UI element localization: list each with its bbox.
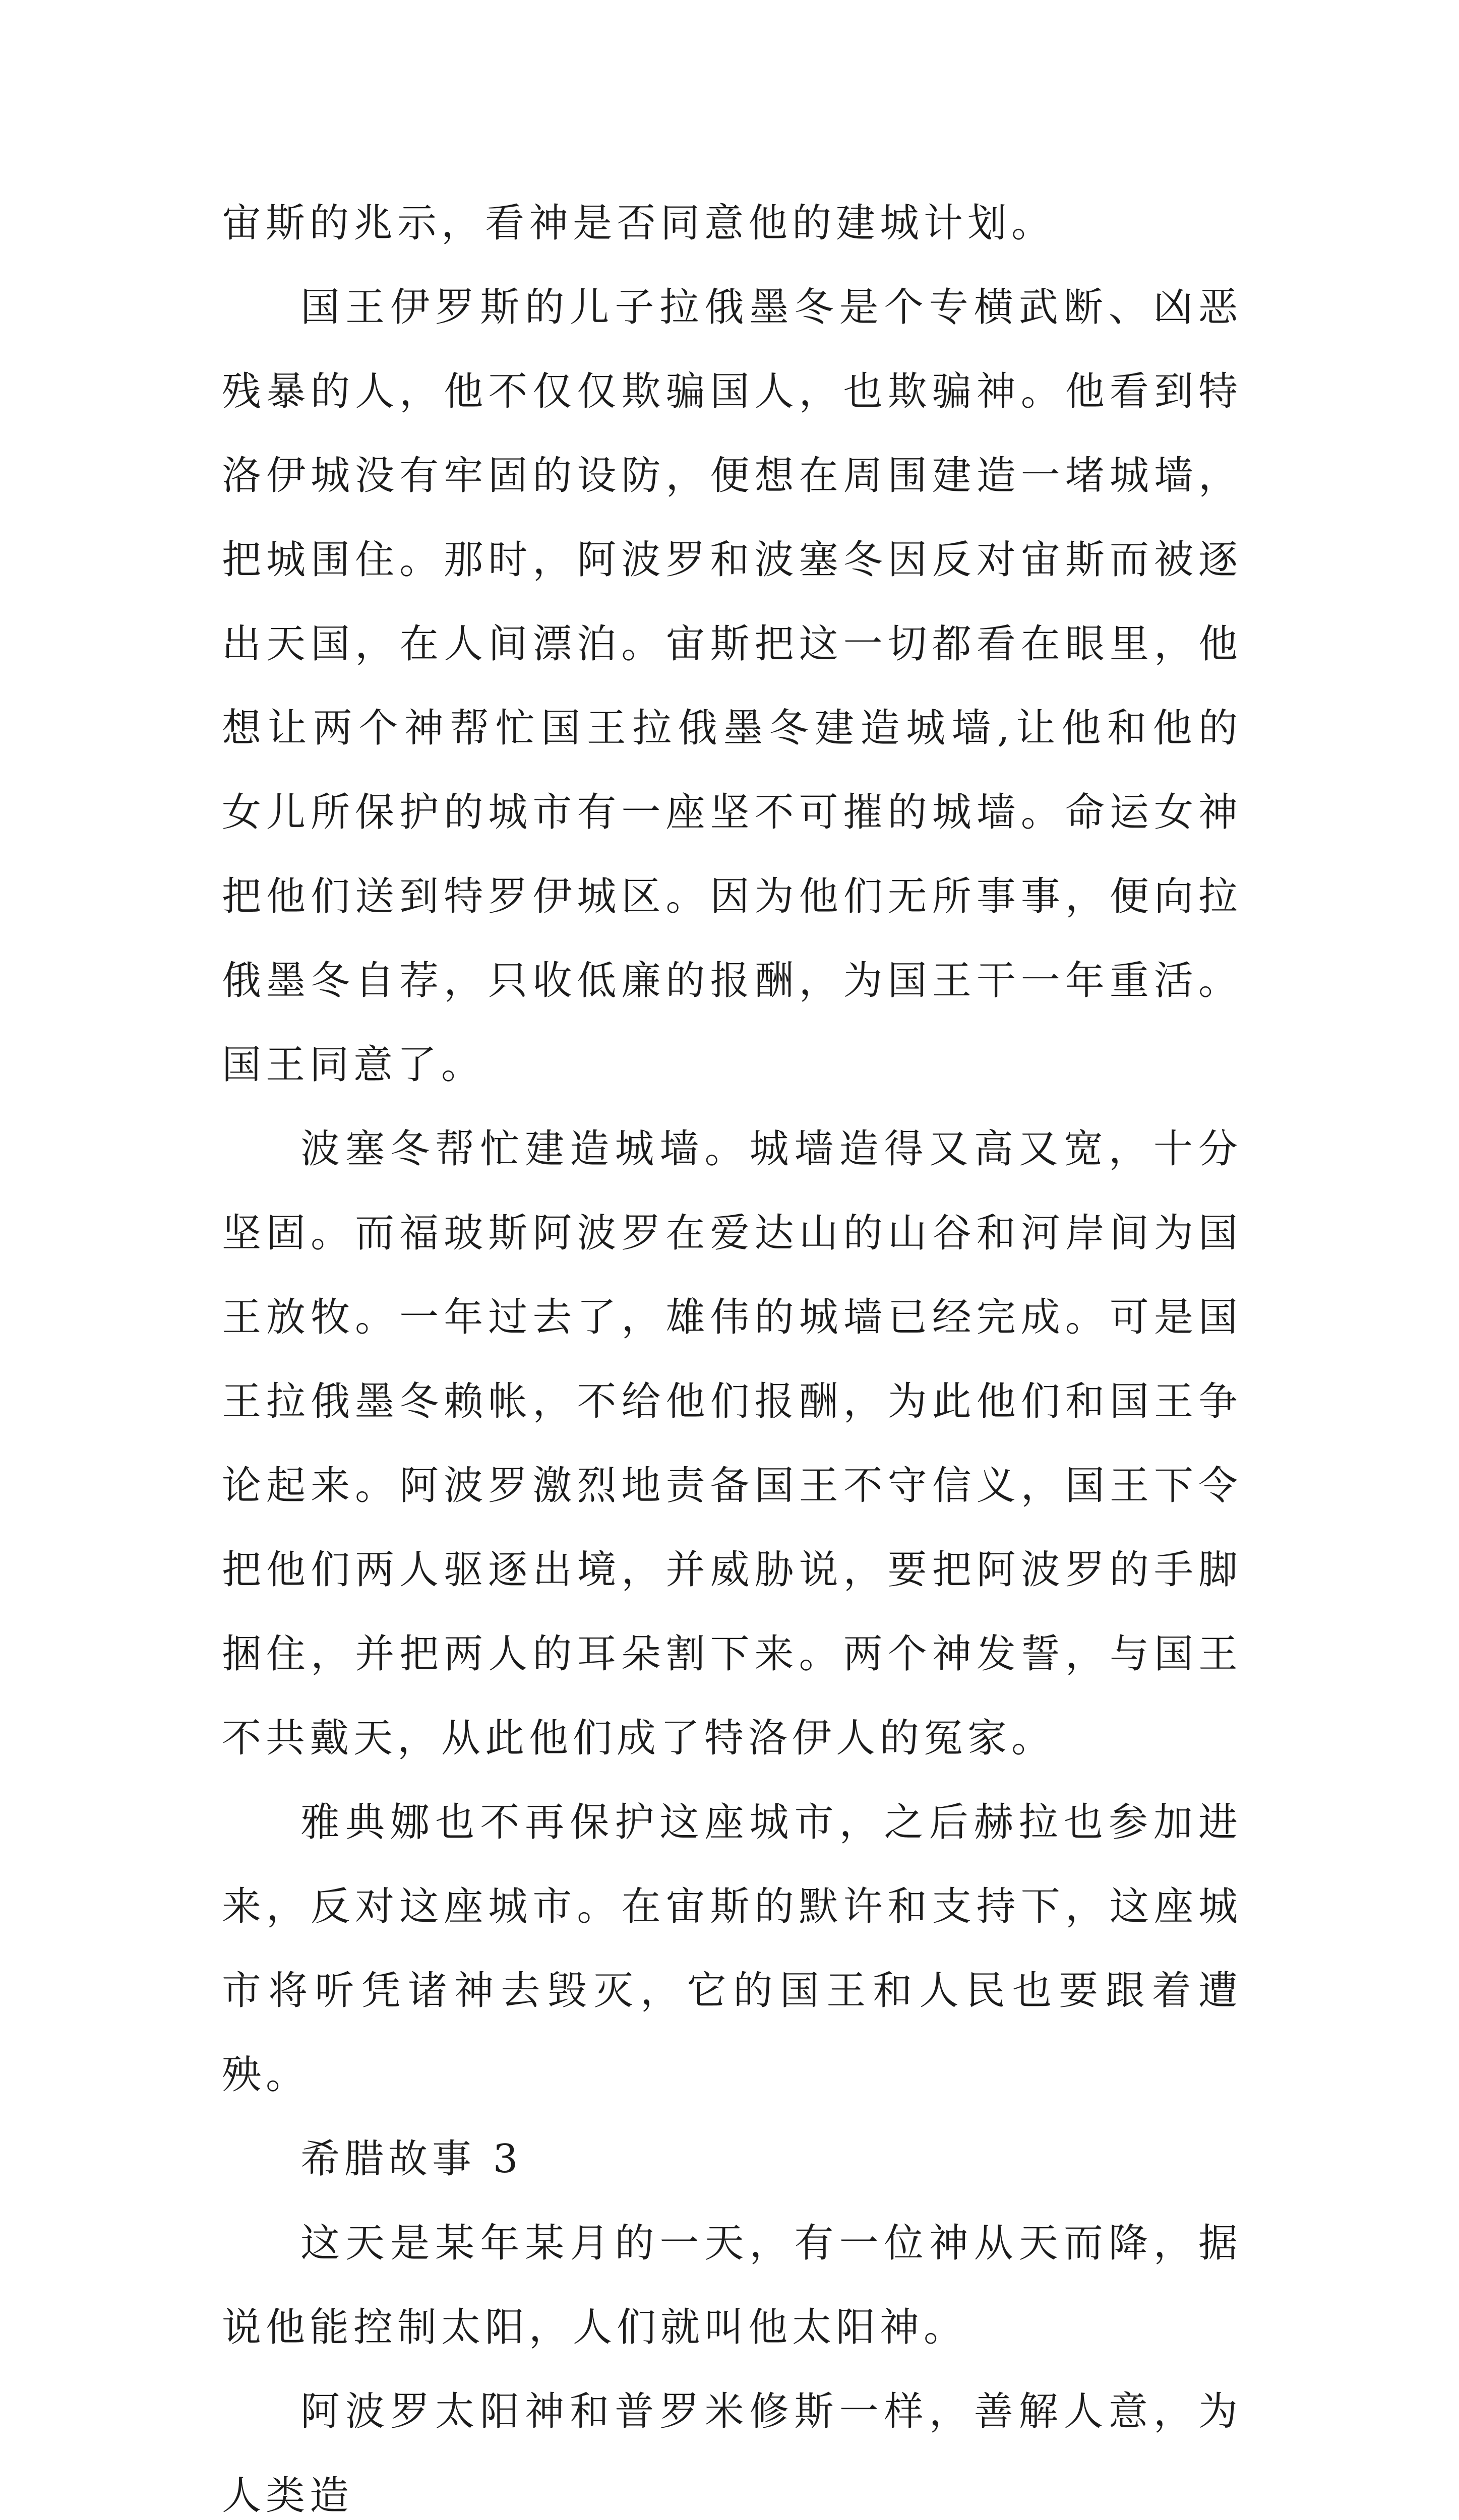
paragraph-apollo: 阿波罗太阳神和普罗米修斯一样，善解人意，为人类造: [222, 2389, 1242, 2518]
paragraph-laomedon: 国王伊罗斯的儿子拉俄墨冬是个专横武断、凶恶残暴的人，他不仅仅欺骗国人，也欺骗神。他看到特洛伊城没有牢固的设防，便想在周围建造一堵城墙，把城围住。那时，阿波罗和波塞冬因反对宙斯而被逐出天国，在人间漂泊。宙斯把这一切都看在眼里，他想让两个神帮忙国王拉俄墨冬建造城墙,让他和他的女儿所保护的城市有一座坚不可摧的城墙。命运女神把他们送到特罗伊城区。因为他们无所事事，便向拉俄墨冬自荐，只收低廉的报酬，为国王干一年重活。国王同意了。: [222, 285, 1242, 1088]
paragraph-continuation: 宙斯的兆示，看神是否同意他的建城计划。: [222, 201, 1056, 246]
paragraph-city-wall: 波塞冬帮忙建造城墙。城墙造得又高又宽，十分坚固。而福玻斯阿波罗在爱达山的山谷和河岸间为国王放牧。一年过去了，雄伟的城墙已经完成。可是国王拉俄墨冬赖帐，不给他们报酬，为此他们和国王争论起来。阿波罗激烈地责备国王不守信义，国王下令把他们两人驱逐出境，并威胁说，要把阿波罗的手脚捆住，并把两人的耳朵割下来。两个神发誓，与国王不共戴天，从此他们成了特洛伊人的冤家。: [222, 1126, 1242, 1761]
paragraph-sun-god: 这天是某年某月的一天，有一位神从天而降，据说他能控制太阳，人们就叫他太阳神。: [222, 2221, 1242, 2350]
paragraph-athena: 雅典娜也不再保护这座城市，之后赫拉也参加进来，反对这座城市。在宙斯的默许和支持下，这座城市将听凭诸神去毁灭，它的国王和人民也要跟着遭殃。: [222, 1800, 1242, 2098]
document-body: [222, 181, 1242, 2520]
section-heading: 希腊故事 3: [300, 2136, 523, 2182]
